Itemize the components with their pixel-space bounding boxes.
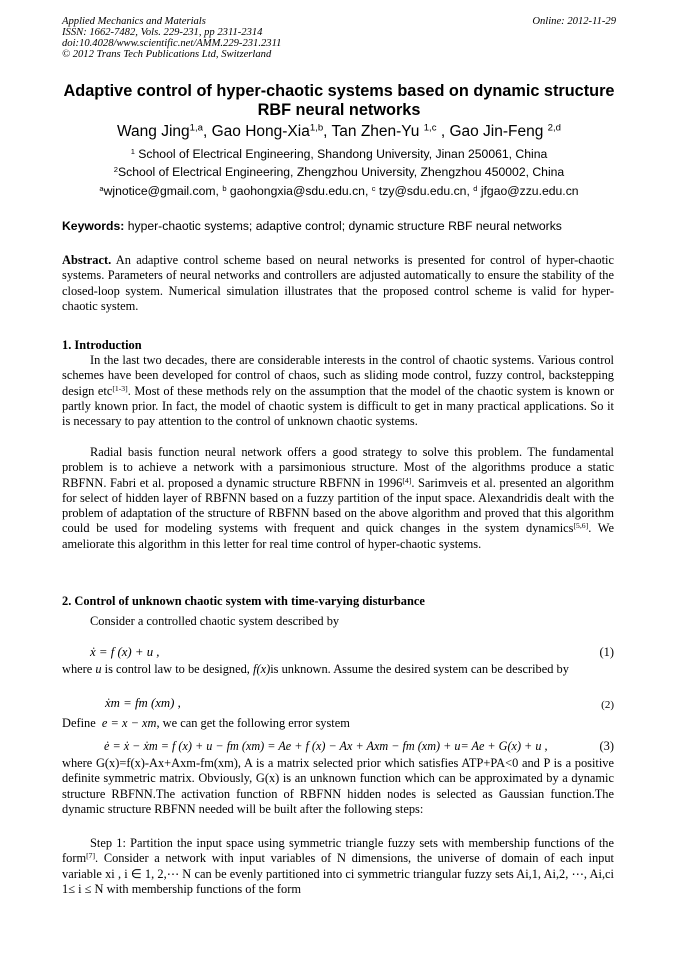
- title-line-2: RBF neural networks: [257, 101, 421, 119]
- keywords-text: hyper-chaotic systems; adaptive control; dynamic structure RBF neural networks: [124, 219, 562, 233]
- abstract-label: Abstract.: [62, 253, 112, 267]
- abstract-text: An adaptive control scheme based on neural networks is presented for control of hyper-chaotic systems. Parameters of neural networks and controllers are adjusted automatically to ensure the stability of the closed-loop system. Numerical simulation illustrates that the proposed control scheme is valid for hyper-chaotic system.: [62, 253, 614, 313]
- equation-2: ẋm = fm (xm) ,: [105, 696, 181, 710]
- math-symbol: f(x): [253, 662, 271, 676]
- email-mark: b: [222, 183, 227, 193]
- equation-1: ẋ = f (x) + u ,: [90, 645, 160, 659]
- keywords-line: [62, 219, 616, 233]
- affiliation-2: [40, 165, 638, 179]
- paragraph-text: , we can get the following error system: [156, 716, 350, 730]
- affiliation-text: School of Electrical Engineering, Shandong University, Jinan 250061, China: [134, 147, 548, 161]
- affiliation-text: School of Electrical Engineering, Zhengzhou University, Zhengzhou 450002, China: [117, 165, 565, 179]
- equation-3-number: (3): [599, 739, 614, 753]
- equation-2-number: (2): [601, 699, 614, 711]
- author-name: Gao Jin-Feng: [449, 123, 548, 140]
- author-affil-mark: 1,a: [189, 122, 203, 134]
- paragraph-text: Define: [62, 716, 96, 730]
- paragraph-text: . Most of these methods rely on the assumption that the model of the chaotic system is known or partly known prior. In fact, the model of chaotic system is difficult to get in many practical applications. So it is necessary to pay attention to the control of unknown chaotic systems.: [62, 383, 615, 428]
- doi-line: doi:10.4028/www.scientific.net/AMM.229-231.2311: [62, 38, 282, 49]
- affiliation-1: [40, 147, 638, 161]
- keywords-label: Keywords:: [62, 219, 125, 233]
- intro-paragraph-1: [62, 353, 614, 429]
- author-name: Wang Jing: [116, 123, 190, 140]
- citation: [4]: [402, 475, 412, 485]
- copyright-line: © 2012 Trans Tech Publications Ltd, Switzerland: [62, 49, 272, 60]
- affiliation-mark: 1: [130, 146, 135, 156]
- email-text: jfgao@zzu.edu.cn: [477, 184, 579, 198]
- author-affil-mark: 2,d: [547, 122, 562, 134]
- email-text: tzy@sdu.edu.cn,: [375, 184, 474, 198]
- journal-name: Applied Mechanics and Materials: [62, 16, 206, 27]
- email-list: [40, 184, 638, 198]
- title-line-1: Adaptive control of hyper-chaotic systems based on dynamic structure: [63, 82, 615, 100]
- email-mark: c: [371, 183, 376, 193]
- affiliation-mark: 2: [113, 164, 118, 174]
- equation-1-description: [62, 662, 614, 677]
- author-affil-mark: 1,c: [423, 122, 437, 134]
- paragraph-text: . Sarimveis et al. presented an algorithm for select of hidden layer of RBFNN based on a fuzzy partition of the input space. Alexandridis dealt with the problem of adaptation of the structure of RBFNN based on the above algorithm and proved that this algorithm could be used for modeling systems with frequent and quick changes in the system dynamics: [62, 475, 614, 536]
- intro-paragraph-2: [62, 445, 614, 552]
- paragraph-text: is unknown. Assume the desired system can be described by: [270, 662, 569, 676]
- online-date: Online: 2012-11-29: [532, 16, 616, 27]
- citation: [7]: [86, 851, 96, 861]
- paragraph-text: Radial basis function neural network offers a good strategy to solve this problem. The fundamental problem is to achieve a network with a parsimonious structure. Most of the algorithms produce a static RBFNN. Fabri et al. proposed a dynamic structure RBFNN in 1996: [62, 445, 614, 490]
- email-mark: a: [99, 183, 104, 193]
- citation: [5,6]: [573, 521, 589, 531]
- issn-line: ISSN: 1662-7482, Vols. 229-231, pp 2311-2314: [62, 27, 263, 38]
- abstract-paragraph: [62, 253, 614, 314]
- math-symbol: u: [95, 662, 102, 676]
- error-definition: [62, 716, 350, 731]
- paragraph-text: is control law to be designed,: [101, 662, 253, 676]
- math-expression: e = x − xm: [101, 716, 157, 730]
- paragraph-text: Step 1: Partition the input space using symmetric triangle fuzzy sets with membership functions of the form: [62, 836, 614, 866]
- section-2-intro: Consider a controlled chaotic system described by: [90, 614, 340, 628]
- paragraph-text: . We ameliorate this algorithm in this letter for real time control of hyper-chaotic systems.: [62, 521, 614, 551]
- author-affil-mark: 1,b: [309, 122, 324, 134]
- paragraph-text: where: [62, 662, 96, 676]
- section-1-heading: 1. Introduction: [62, 338, 142, 352]
- paper-title: [40, 82, 638, 120]
- author-name: Tan Zhen-Yu: [331, 123, 424, 140]
- email-text: gaohongxia@sdu.edu.cn,: [226, 184, 372, 198]
- author-name: Gao Hong-Xia: [211, 123, 310, 140]
- journal-header: [62, 16, 382, 60]
- equation-1-number: (1): [599, 645, 614, 659]
- citation: [1-3]: [112, 383, 128, 393]
- equation-3-description: where G(x)=f(x)-Ax+Axm-fm(xm), A is a matrix selected prior which satisfies ATP+PA<0 and P is a positive definite symmetric matrix. Obviously, G(x) is an unknown function which can be approximated by a dynamic structure RBFNN.The activation function of RBFNN hidden nodes is selected as Gaussian function.The dynamic structure RBFNN needed will be built after the following steps:: [62, 756, 614, 816]
- paragraph-text: . Consider a network with input variables of N dimensions, the universe of domain of each input variable xi , i ∈ 1, 2,⋯ N can be evenly partitioned into ci symmetric triangular fuzzy sets Ai,1, Ai,2, ⋯, Ai,ci 1≤ i ≤ N with membership functions of the form: [62, 851, 614, 896]
- section-2-heading: 2. Control of unknown chaotic system with time-varying disturbance: [62, 594, 425, 608]
- step-1-paragraph: [62, 836, 614, 897]
- author-list: Wang Jing$^{1,a}$, Gao Hong-Xia$^{1,b}$, Tan Zhen-Yu $^{1,c}$ , Gao Jin-Feng $^{2,d}$: [116, 122, 562, 140]
- email-mark: d: [473, 183, 478, 193]
- paragraph-text: In the last two decades, there are considerable interests in the control of chaotic systems. Various control schemes have been developed for control of chaos, such as sliding mode control, fuzzy control, backstepping design etc: [62, 353, 614, 398]
- email-text: wjnotice@gmail.com,: [103, 184, 223, 198]
- equation-3: ė = ẋ − ẋm = f (x) + u − fm (xm) = Ae + f (x) − Ax + Axm − fm (xm) + u= Ae + G(x) + u ,: [104, 739, 548, 753]
